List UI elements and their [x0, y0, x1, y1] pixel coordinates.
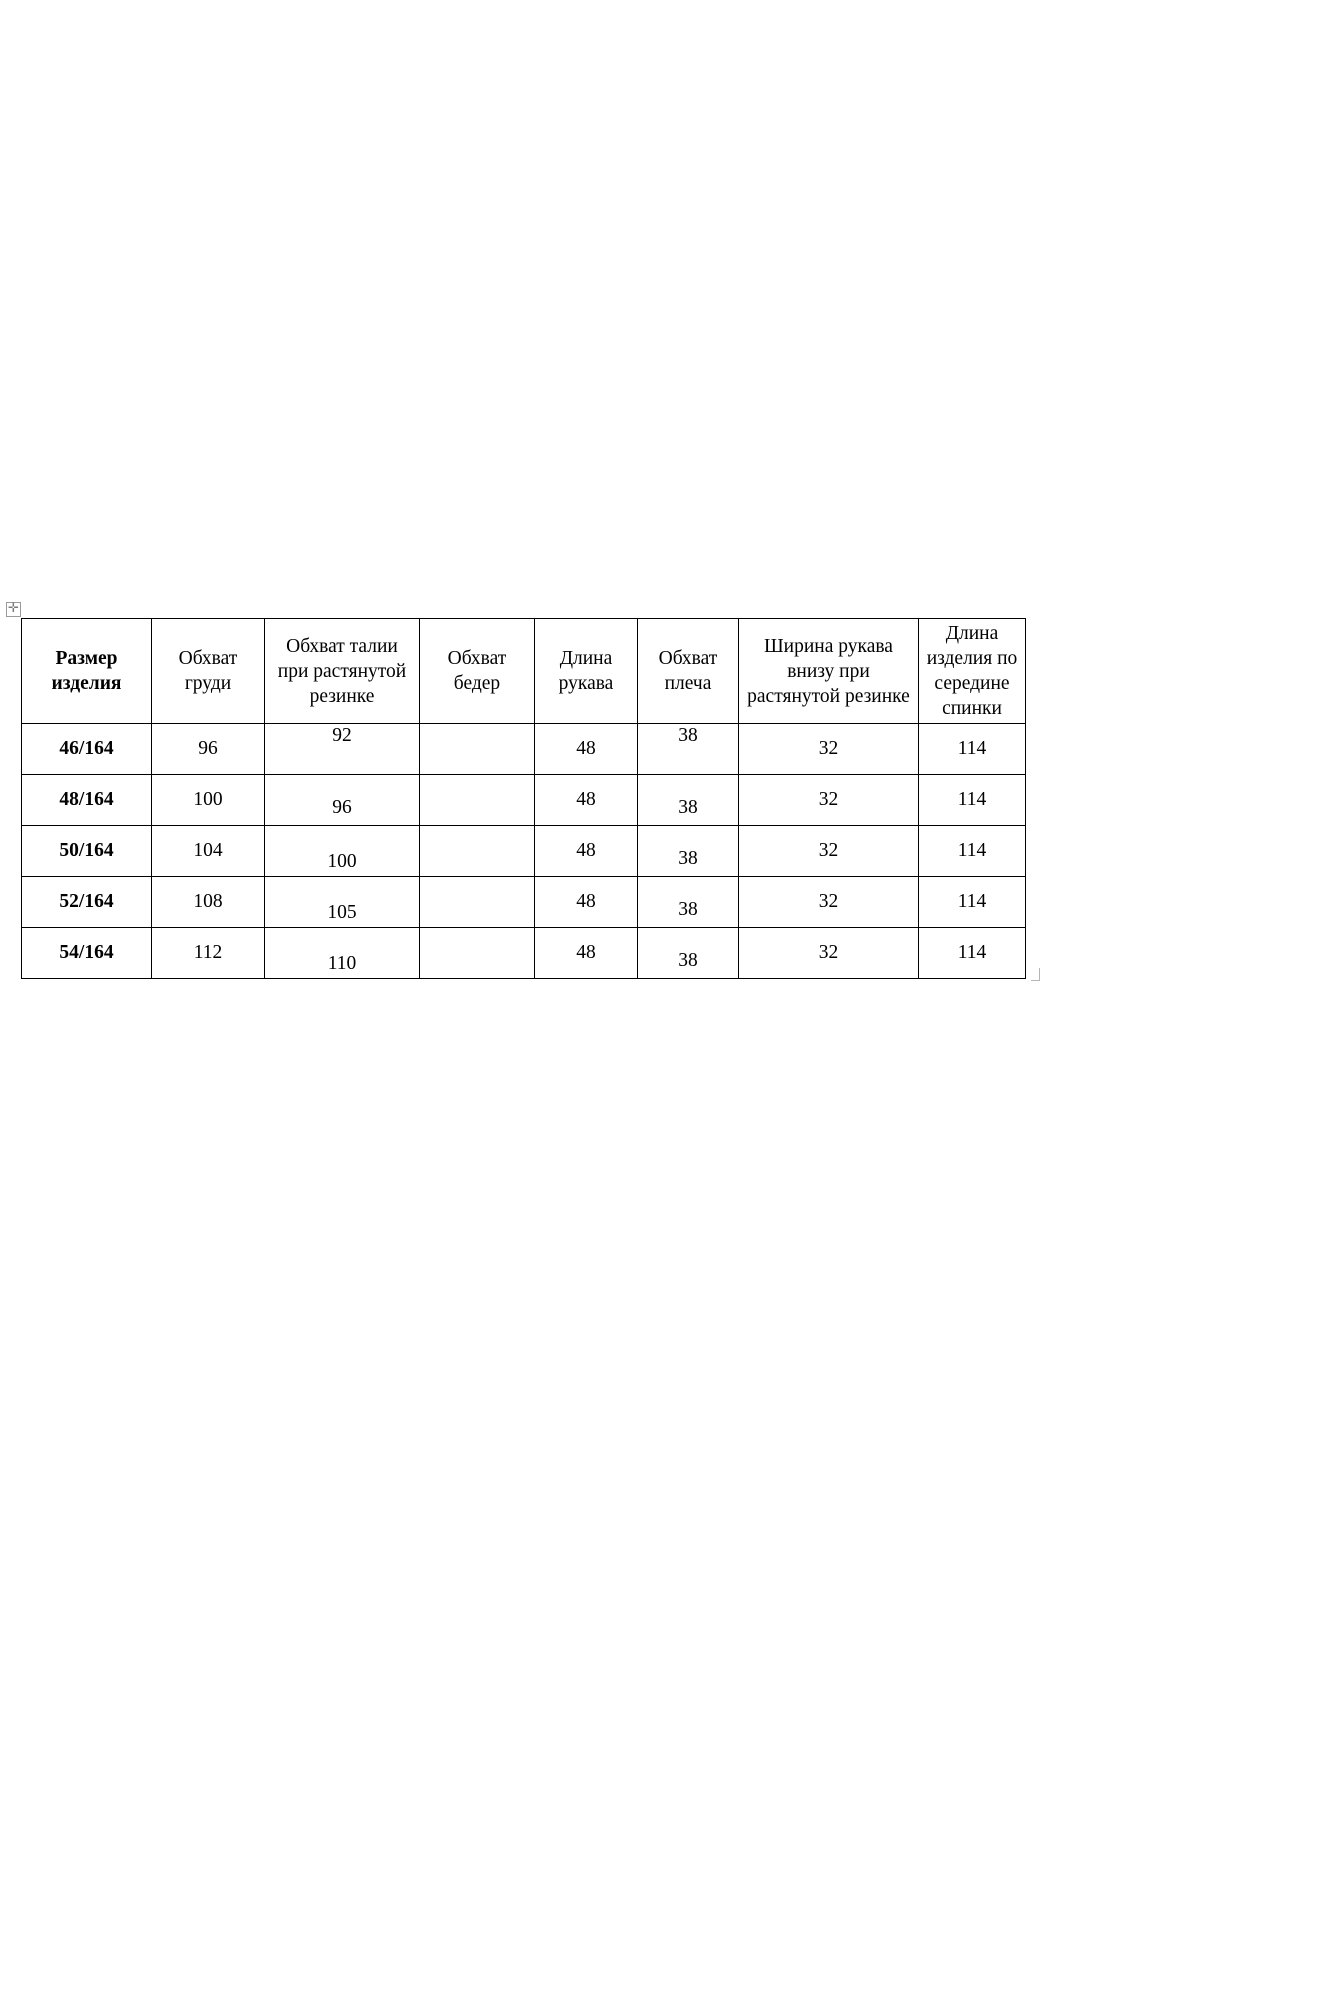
cell-chest: 96: [152, 724, 265, 775]
cell-size: 52/164: [22, 877, 152, 928]
cell-back-length: 114: [919, 775, 1026, 826]
cell-cuff-width: 32: [739, 928, 919, 979]
column-header-waist-stretched: Обхват талии при растянутой резинке: [265, 619, 420, 724]
cell-chest: 100: [152, 775, 265, 826]
column-header-cuff-width-stretched: Ширина рукава внизу при растянутой резинке: [739, 619, 919, 724]
cell-cuff-width: 32: [739, 877, 919, 928]
cell-arm-girth: 38: [638, 826, 739, 877]
cell-size: 54/164: [22, 928, 152, 979]
cell-chest: 104: [152, 826, 265, 877]
cell-sleeve-length: 48: [535, 775, 638, 826]
table-row: [22, 724, 1026, 775]
column-header-size: Размер изделия: [22, 619, 152, 724]
cell-waist-stretched: 100: [265, 826, 420, 877]
cell-hips: [420, 775, 535, 826]
cell-size: 50/164: [22, 826, 152, 877]
table-row: [22, 877, 1026, 928]
cell-sleeve-length: 48: [535, 724, 638, 775]
cell-chest: 108: [152, 877, 265, 928]
cell-waist-stretched: 105: [265, 877, 420, 928]
table-row: [22, 775, 1026, 826]
cell-hips: [420, 826, 535, 877]
cell-waist-stretched: 96: [265, 775, 420, 826]
cell-sleeve-length: 48: [535, 826, 638, 877]
cell-arm-girth: 38: [638, 928, 739, 979]
cell-hips: [420, 724, 535, 775]
cell-chest: 112: [152, 928, 265, 979]
cell-back-length: 114: [919, 928, 1026, 979]
cell-sleeve-length: 48: [535, 877, 638, 928]
column-header-back-length: Длина изделия по середине спинки: [919, 619, 1026, 724]
cell-back-length: 114: [919, 724, 1026, 775]
cell-arm-girth: 38: [638, 724, 739, 775]
size-table-container: [21, 618, 1025, 979]
table-end-marker: [1031, 968, 1040, 981]
cell-cuff-width: 32: [739, 775, 919, 826]
cell-cuff-width: 32: [739, 724, 919, 775]
cell-back-length: 114: [919, 877, 1026, 928]
cell-size: 46/164: [22, 724, 152, 775]
cell-waist-stretched: 92: [265, 724, 420, 775]
table-row: [22, 826, 1026, 877]
column-header-chest: Обхват груди: [152, 619, 265, 724]
cell-hips: [420, 877, 535, 928]
cell-size: 48/164: [22, 775, 152, 826]
cell-arm-girth: 38: [638, 877, 739, 928]
column-header-hips: Обхват бедер: [420, 619, 535, 724]
column-header-sleeve-length: Длина рукава: [535, 619, 638, 724]
column-header-arm-girth: Обхват плеча: [638, 619, 739, 724]
table-row: [22, 928, 1026, 979]
cell-back-length: 114: [919, 826, 1026, 877]
cell-hips: [420, 928, 535, 979]
move-table-handle-icon[interactable]: ✛: [6, 602, 21, 617]
table-header-row: [22, 619, 1026, 724]
cell-arm-girth: 38: [638, 775, 739, 826]
cell-waist-stretched: 110: [265, 928, 420, 979]
cell-sleeve-length: 48: [535, 928, 638, 979]
cell-cuff-width: 32: [739, 826, 919, 877]
size-table: [21, 618, 1026, 979]
